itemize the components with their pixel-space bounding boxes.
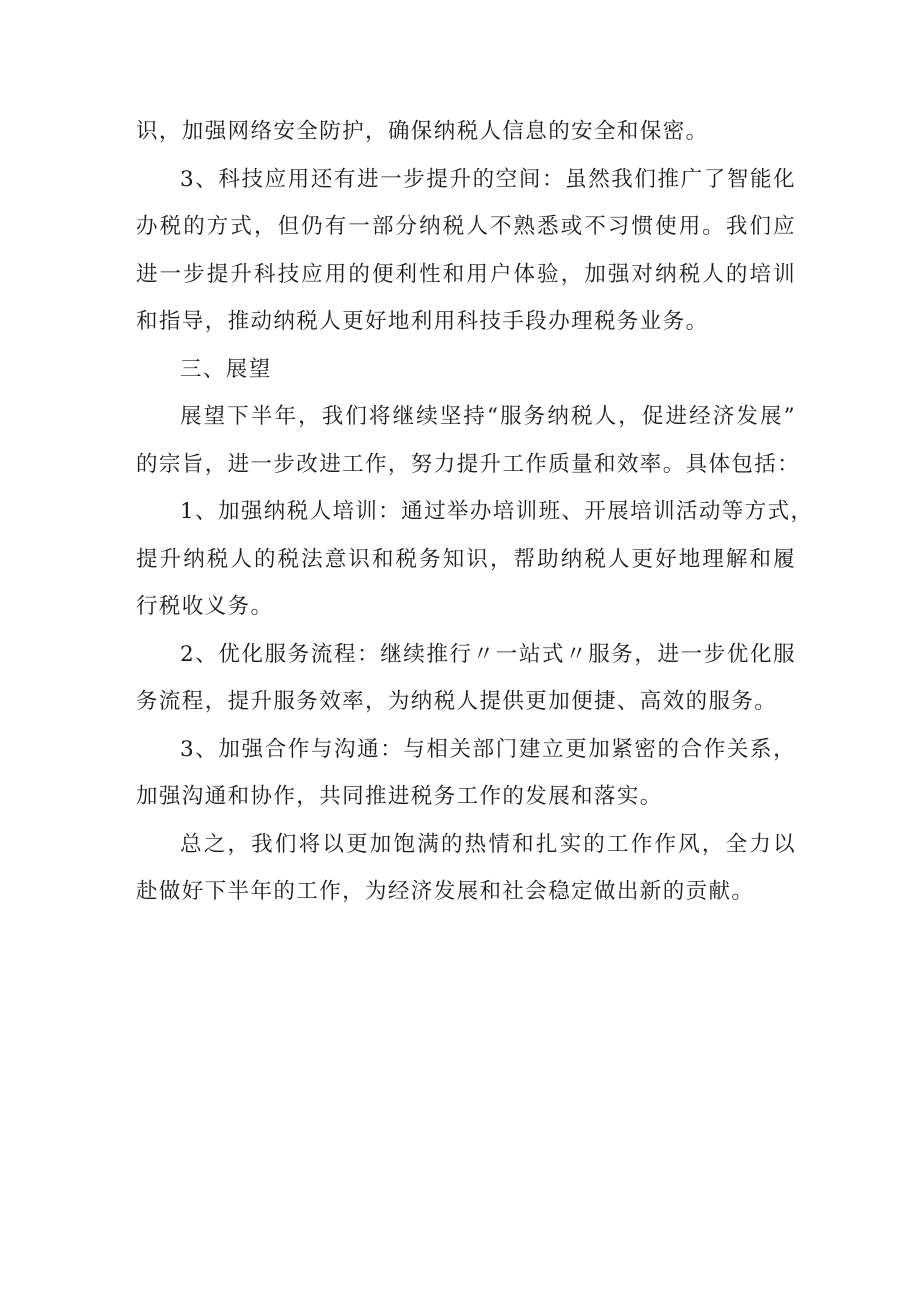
paragraph-line: 加强沟通和协作，共同推进税务工作的发展和落实。 bbox=[136, 784, 663, 809]
paragraph-line: 识，加强网络安全防护，确保纳税人信息的安全和保密。 bbox=[136, 119, 709, 144]
paragraph-line: 3、加强合作与沟通：与相关部门建立更加紧密的合作关系， bbox=[180, 736, 796, 762]
section-heading: 三、展望 bbox=[180, 356, 272, 382]
paragraph-line: 总之，我们将以更加饱满的热情和扎实的工作作风，全力以 bbox=[180, 831, 796, 857]
paragraph-line: 赴做好下半年的工作，为经济发展和社会稳定做出新的贡献。 bbox=[136, 879, 755, 904]
paragraph-line: 行税收义务。 bbox=[136, 594, 274, 619]
paragraph-line: 办税的方式，但仍有一部分纳税人不熟悉或不习惯使用。我们应 bbox=[136, 214, 796, 239]
paragraph-line: 提升纳税人的税法意识和税务知识，帮助纳税人更好地理解和履 bbox=[136, 546, 796, 572]
paragraph-line: 3、科技应用还有进一步提升的空间：虽然我们推广了智能化 bbox=[180, 166, 796, 192]
paragraph-line: 2、优化服务流程：继续推行〃一站式〃服务，进一步优化服 bbox=[180, 641, 796, 667]
paragraph-line: 展望下半年，我们将继续坚持“服务纳税人，促进经济发展” bbox=[180, 404, 796, 429]
document-body bbox=[136, 108, 814, 916]
paragraph-line: 和指导，推动纳税人更好地利用科技手段办理税务业务。 bbox=[136, 309, 709, 334]
paragraph-line: 1、加强纳税人培训：通过举办培训班、开展培训活动等方式， bbox=[180, 499, 814, 524]
paragraph-line: 的宗旨，进一步改进工作，努力提升工作质量和效率。具体包括： bbox=[136, 451, 801, 477]
paragraph-line: 进一步提升科技应用的便利性和用户体验，加强对纳税人的培训 bbox=[136, 261, 796, 287]
paragraph-line: 务流程，提升服务效率，为纳税人提供更加便捷、高效的服务。 bbox=[136, 689, 778, 714]
